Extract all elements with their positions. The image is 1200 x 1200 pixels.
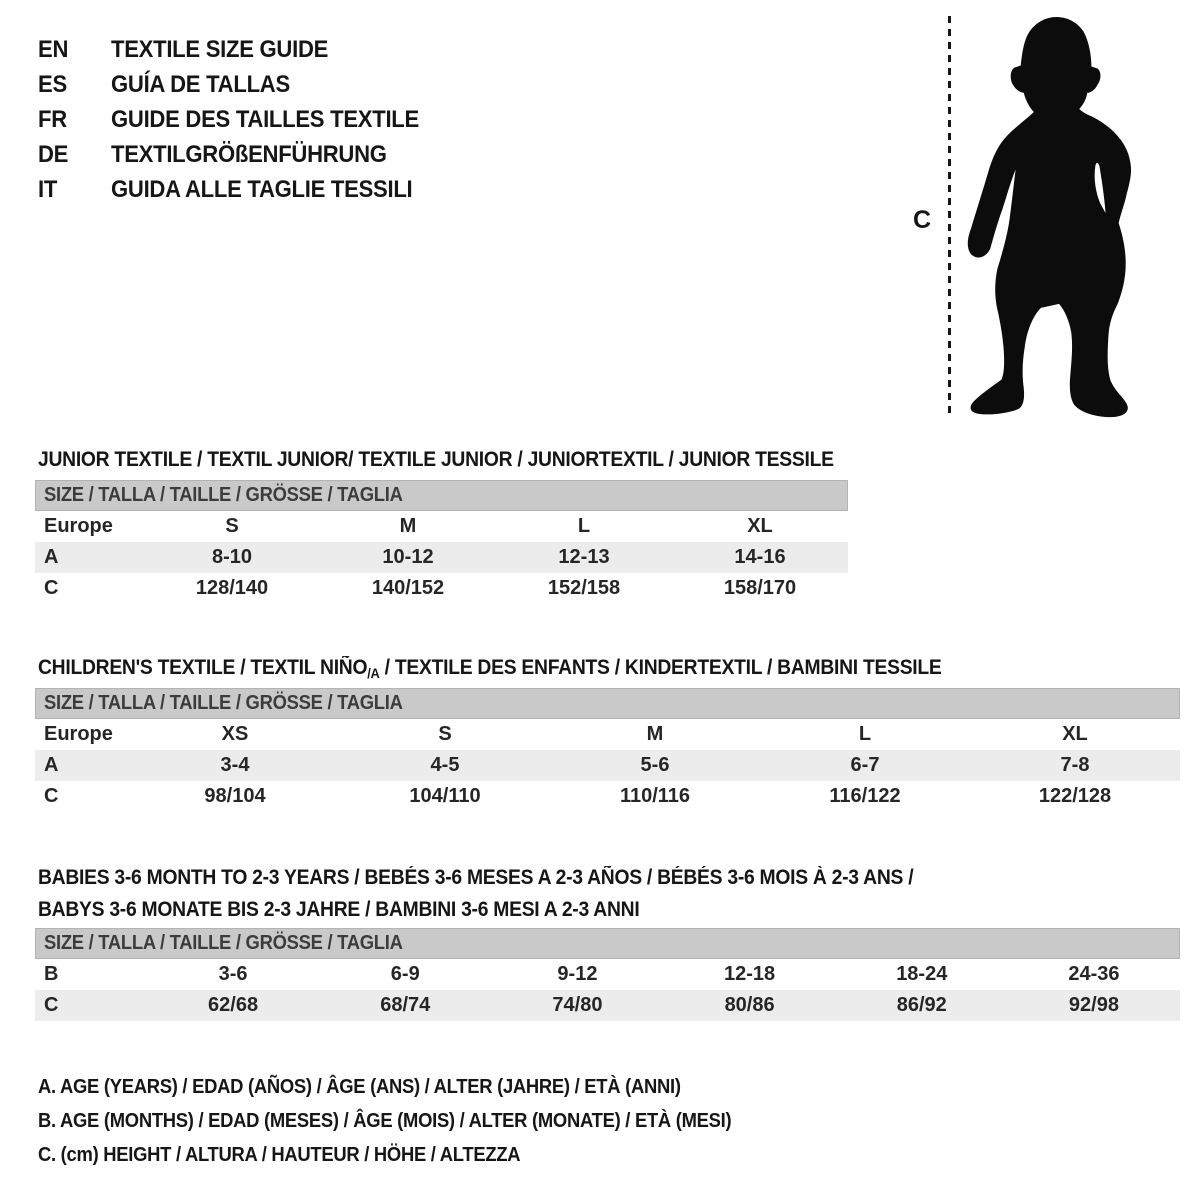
size-cell: M [399, 515, 417, 537]
age-cell: 8-10 [211, 546, 253, 568]
age-cell: 12-18 [724, 963, 776, 985]
language-code: DE [38, 140, 69, 168]
table-row-height [35, 573, 848, 604]
language-title: GUIDE DES TAILLES TEXTILE [111, 105, 419, 133]
height-cell: 68/74 [380, 994, 431, 1016]
section-title-babies-line1: BABIES 3-6 MONTH TO 2-3 YEARS / BEBÉS 3-6 MESES A 2-3 AÑOS / BÉBÉS 3-6 MOIS À 2-3 ANS / [38, 866, 914, 890]
height-cell: 122/128 [1038, 785, 1112, 807]
table-row-europe [35, 511, 848, 542]
age-cell: 3-4 [220, 754, 250, 776]
row-label: C [44, 577, 59, 599]
height-cell: 152/158 [547, 577, 621, 599]
height-cell: 98/104 [204, 785, 266, 807]
height-cell: 62/68 [208, 994, 259, 1016]
age-cell: 5-6 [640, 754, 670, 776]
language-title: TEXTILE SIZE GUIDE [111, 35, 329, 63]
height-cell: 158/170 [723, 577, 797, 599]
language-title: GUIDA ALLE TAGLIE TESSILI [111, 175, 413, 203]
measure-legend [38, 1070, 792, 1172]
age-cell: 9-12 [557, 963, 598, 985]
language-row [38, 32, 446, 67]
language-row [38, 137, 446, 172]
section-title-babies-line2: BABYS 3-6 MONATE BIS 2-3 JAHRE / BAMBINI 3-6 MESI A 2-3 ANNI [38, 898, 640, 922]
row-label: Europe [44, 515, 113, 537]
table-row-height [35, 781, 1180, 812]
row-label: C [44, 785, 59, 807]
section-title-junior: JUNIOR TEXTILE / TEXTIL JUNIOR/ TEXTILE JUNIOR / JUNIORTEXTIL / JUNIOR TESSILE [38, 448, 834, 472]
table-row-height [35, 990, 1180, 1021]
size-table-babies [35, 928, 1180, 1021]
size-cell: XS [221, 723, 249, 745]
size-cell: XL [1062, 723, 1088, 745]
age-cell: 12-13 [558, 546, 610, 568]
age-cell: 24-36 [1068, 963, 1120, 985]
height-cell: 110/116 [619, 785, 691, 807]
height-cell: 104/110 [409, 785, 481, 807]
height-cell: 86/92 [896, 994, 947, 1016]
size-cell: S [225, 515, 239, 537]
height-measure-label: C [912, 206, 932, 234]
table-header-children: SIZE / TALLA / TAILLE / GRÖSSE / TAGLIA [35, 688, 1180, 719]
size-cell: L [577, 515, 591, 537]
age-cell: 14-16 [734, 546, 786, 568]
language-title: GUÍA DE TALLAS [111, 70, 290, 98]
age-cell: 6-7 [850, 754, 880, 776]
legend-line-age-years: A. AGE (YEARS) / EDAD (AÑOS) / ÂGE (ANS) / ALTER (JAHRE) / ETÀ (ANNI) [38, 1076, 681, 1098]
height-cell: 92/98 [1068, 994, 1119, 1016]
table-row-europe [35, 719, 1180, 750]
language-row [38, 172, 446, 207]
table-header-babies: SIZE / TALLA / TAILLE / GRÖSSE / TAGLIA [35, 928, 1180, 959]
language-guide [38, 32, 446, 207]
row-label: B [44, 963, 59, 985]
toddler-silhouette-body [968, 17, 1131, 417]
language-row [38, 102, 446, 137]
height-cell: 128/140 [195, 577, 269, 599]
height-cell: 116/122 [829, 785, 901, 807]
age-cell: 7-8 [1060, 754, 1090, 776]
table-header-junior: SIZE / TALLA / TAILLE / GRÖSSE / TAGLIA [35, 480, 848, 511]
age-cell: 18-24 [896, 963, 948, 985]
age-cell: 3-6 [218, 963, 248, 985]
height-cell: 140/152 [371, 577, 445, 599]
size-cell: XL [747, 515, 773, 537]
table-row-age [35, 542, 848, 573]
height-cell: 80/86 [724, 994, 775, 1016]
age-cell: 10-12 [382, 546, 434, 568]
age-cell: 6-9 [390, 963, 420, 985]
table-row-age-months [35, 959, 1180, 990]
language-code: IT [38, 175, 58, 203]
language-row [38, 67, 446, 102]
toddler-silhouette [966, 14, 1138, 418]
row-label: C [44, 994, 59, 1016]
size-table-junior [35, 480, 848, 604]
legend-line-age-months: B. AGE (MONTHS) / EDAD (MESES) / ÂGE (MOIS) / ALTER (MONATE) / ETÀ (MESI) [38, 1110, 732, 1132]
height-cell: 74/80 [552, 994, 603, 1016]
language-code: ES [38, 70, 67, 98]
legend-line-height-cm: C. (cm) HEIGHT / ALTURA / HAUTEUR / HÖHE / ALTEZZA [38, 1144, 521, 1166]
size-cell: M [646, 723, 664, 745]
table-row-age [35, 750, 1180, 781]
language-code: EN [38, 35, 69, 63]
size-cell: S [438, 723, 452, 745]
row-label: A [44, 546, 59, 568]
section-title-children: CHILDREN'S TEXTILE / TEXTIL $NIÑO_{/A}$ / TEXTILE DES ENFANTS / KINDERTEXTIL / BAMBINI TESSILE [38, 656, 942, 682]
size-cell: L [858, 723, 872, 745]
size-table-children [35, 688, 1180, 812]
language-code: FR [38, 105, 67, 133]
age-cell: 4-5 [430, 754, 460, 776]
height-measure-dashed-line [948, 16, 951, 418]
language-title: TEXTILGRÖßENFÜHRUNG [111, 140, 387, 168]
row-label: A [44, 754, 59, 776]
row-label: Europe [44, 723, 113, 745]
